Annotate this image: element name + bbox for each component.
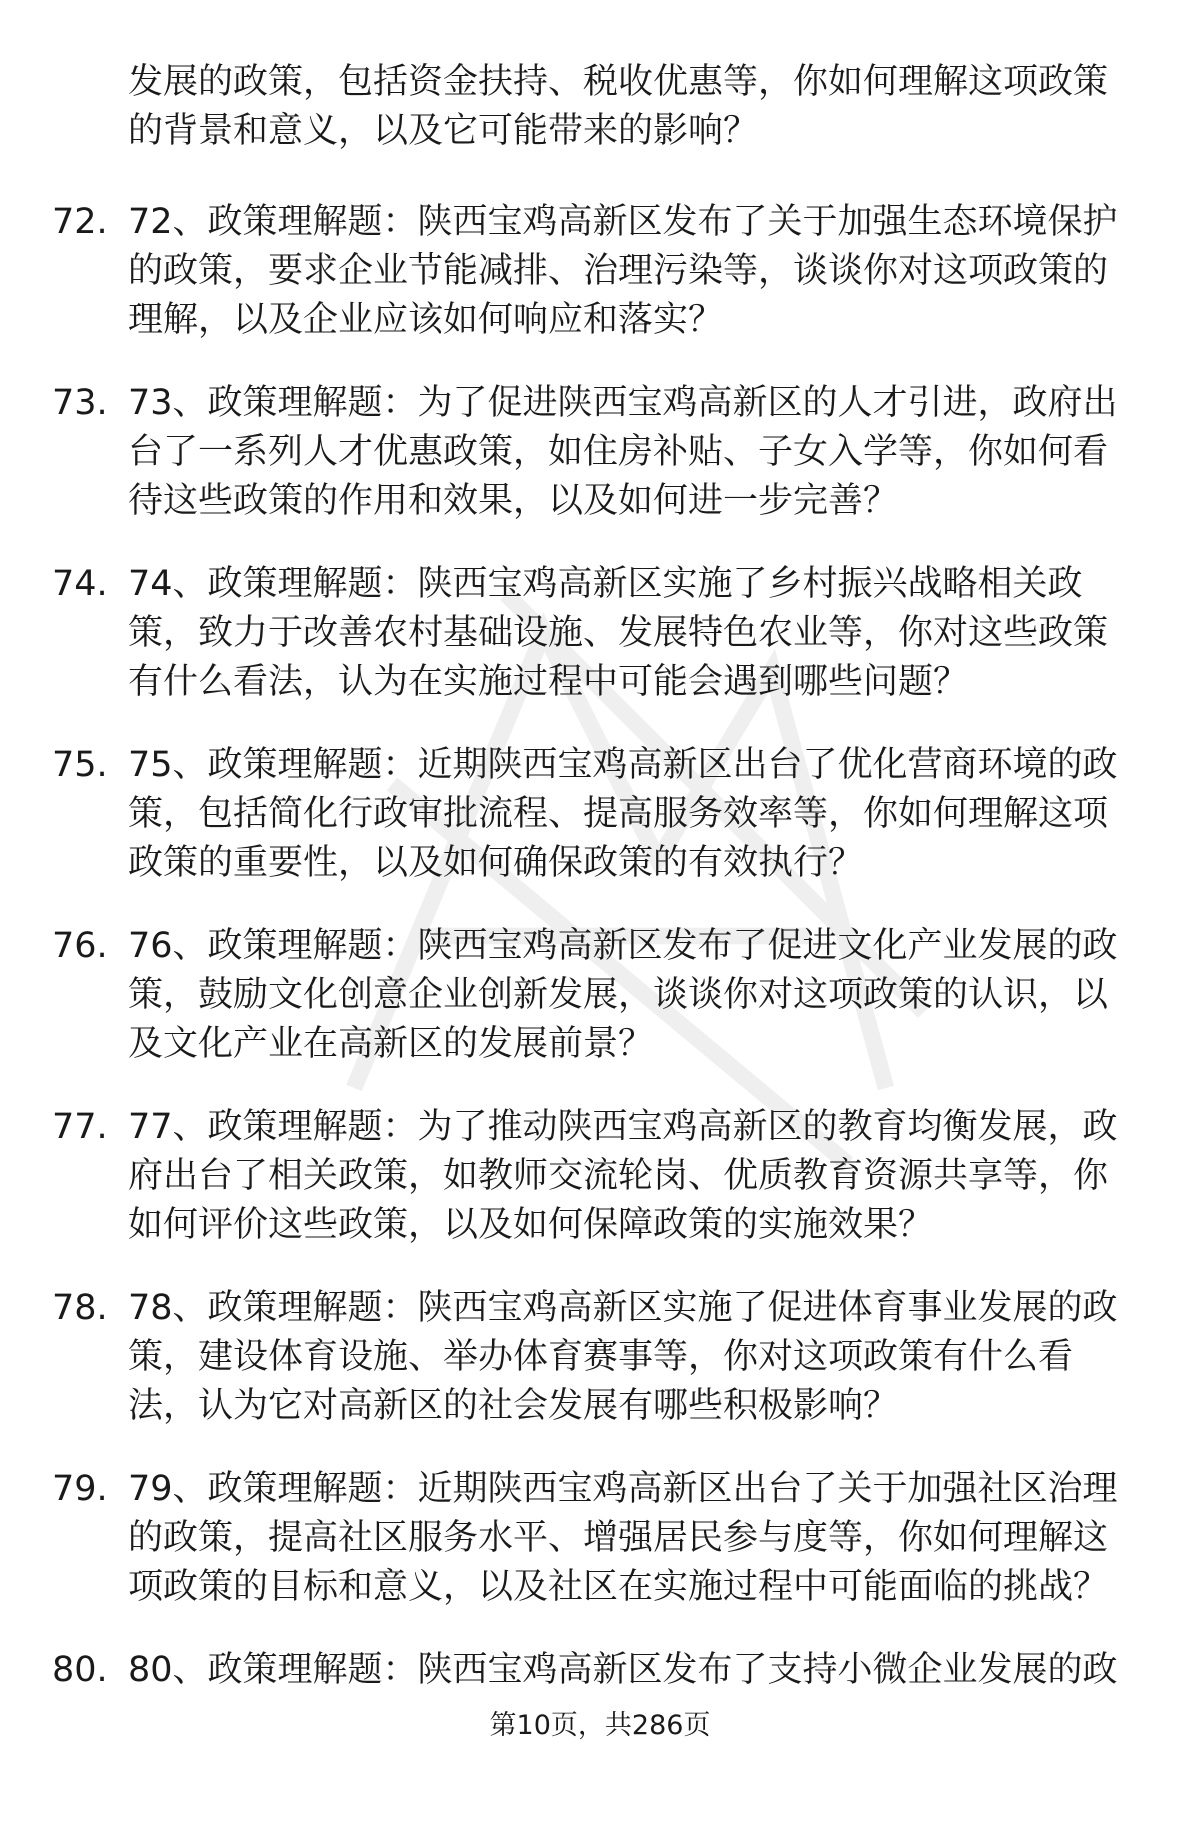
question-list	[0, 198, 1200, 1827]
question-item	[0, 1284, 1200, 1465]
page-footer: 第10页，共286页	[489, 1710, 711, 1741]
question-item	[0, 198, 1200, 379]
question-item	[0, 379, 1200, 560]
continued-question-text: 发展的政策，包括资金扶持、税收优惠等，你如何理解这项政策的背景和意义，以及它可能带来的影响？	[128, 62, 1109, 151]
question-item	[0, 560, 1200, 741]
question-text: 73、政策理解题：为了促进陕西宝鸡高新区的人才引进，政府出台了一系列人才优惠政策，如住房补贴、子女入学等，你如何看待这些政策的作用和效果，以及如何进一步完善？	[128, 383, 1118, 521]
question-text: 78、政策理解题：陕西宝鸡高新区实施了促进体育事业发展的政策，建设体育设施、举办体育赛事等，你对这项政策有什么看法，认为它对高新区的社会发展有哪些积极影响？	[128, 1288, 1118, 1426]
question-number: 76.	[52, 926, 108, 966]
question-number: 78.	[52, 1288, 108, 1328]
question-number: 75.	[52, 745, 108, 785]
question-item	[0, 741, 1200, 922]
question-text: 77、政策理解题：为了推动陕西宝鸡高新区的教育均衡发展，政府出台了相关政策，如教师交流轮岗、优质教育资源共享等，你如何评价这些政策，以及如何保障政策的实施效果？	[128, 1107, 1118, 1245]
question-number: 79.	[52, 1469, 108, 1509]
question-text: 79、政策理解题：近期陕西宝鸡高新区出台了关于加强社区治理的政策，提高社区服务水平、增强居民参与度等，你如何理解这项政策的目标和意义，以及社区在实施过程中可能面临的挑战？	[128, 1469, 1118, 1607]
question-number: 73.	[52, 383, 108, 423]
question-text: 74、政策理解题：陕西宝鸡高新区实施了乡村振兴战略相关政策，致力于改善农村基础设施、发展特色农业等，你对这些政策有什么看法，认为在实施过程中可能会遇到哪些问题？	[128, 564, 1109, 702]
question-item	[0, 1103, 1200, 1284]
question-text: 76、政策理解题：陕西宝鸡高新区发布了促进文化产业发展的政策，鼓励文化创意企业创新发展，谈谈你对这项政策的认识，以及文化产业在高新区的发展前景？	[128, 926, 1118, 1064]
question-number: 77.	[52, 1107, 108, 1147]
question-text: 80、政策理解题：陕西宝鸡高新区发布了支持小微企业发展的政	[128, 1650, 1118, 1690]
question-text: 75、政策理解题：近期陕西宝鸡高新区出台了优化营商环境的政策，包括简化行政审批流程、提高服务效率等，你如何理解这项政策的重要性，以及如何确保政策的有效执行？	[128, 745, 1118, 883]
question-number: 80.	[52, 1650, 108, 1690]
question-number: 74.	[52, 564, 108, 604]
question-item	[0, 922, 1200, 1103]
question-number: 72.	[52, 202, 108, 242]
question-text: 72、政策理解题：陕西宝鸡高新区发布了关于加强生态环境保护的政策，要求企业节能减排、治理污染等，谈谈你对这项政策的理解，以及企业应该如何响应和落实？	[128, 202, 1118, 340]
question-item	[0, 1465, 1200, 1646]
